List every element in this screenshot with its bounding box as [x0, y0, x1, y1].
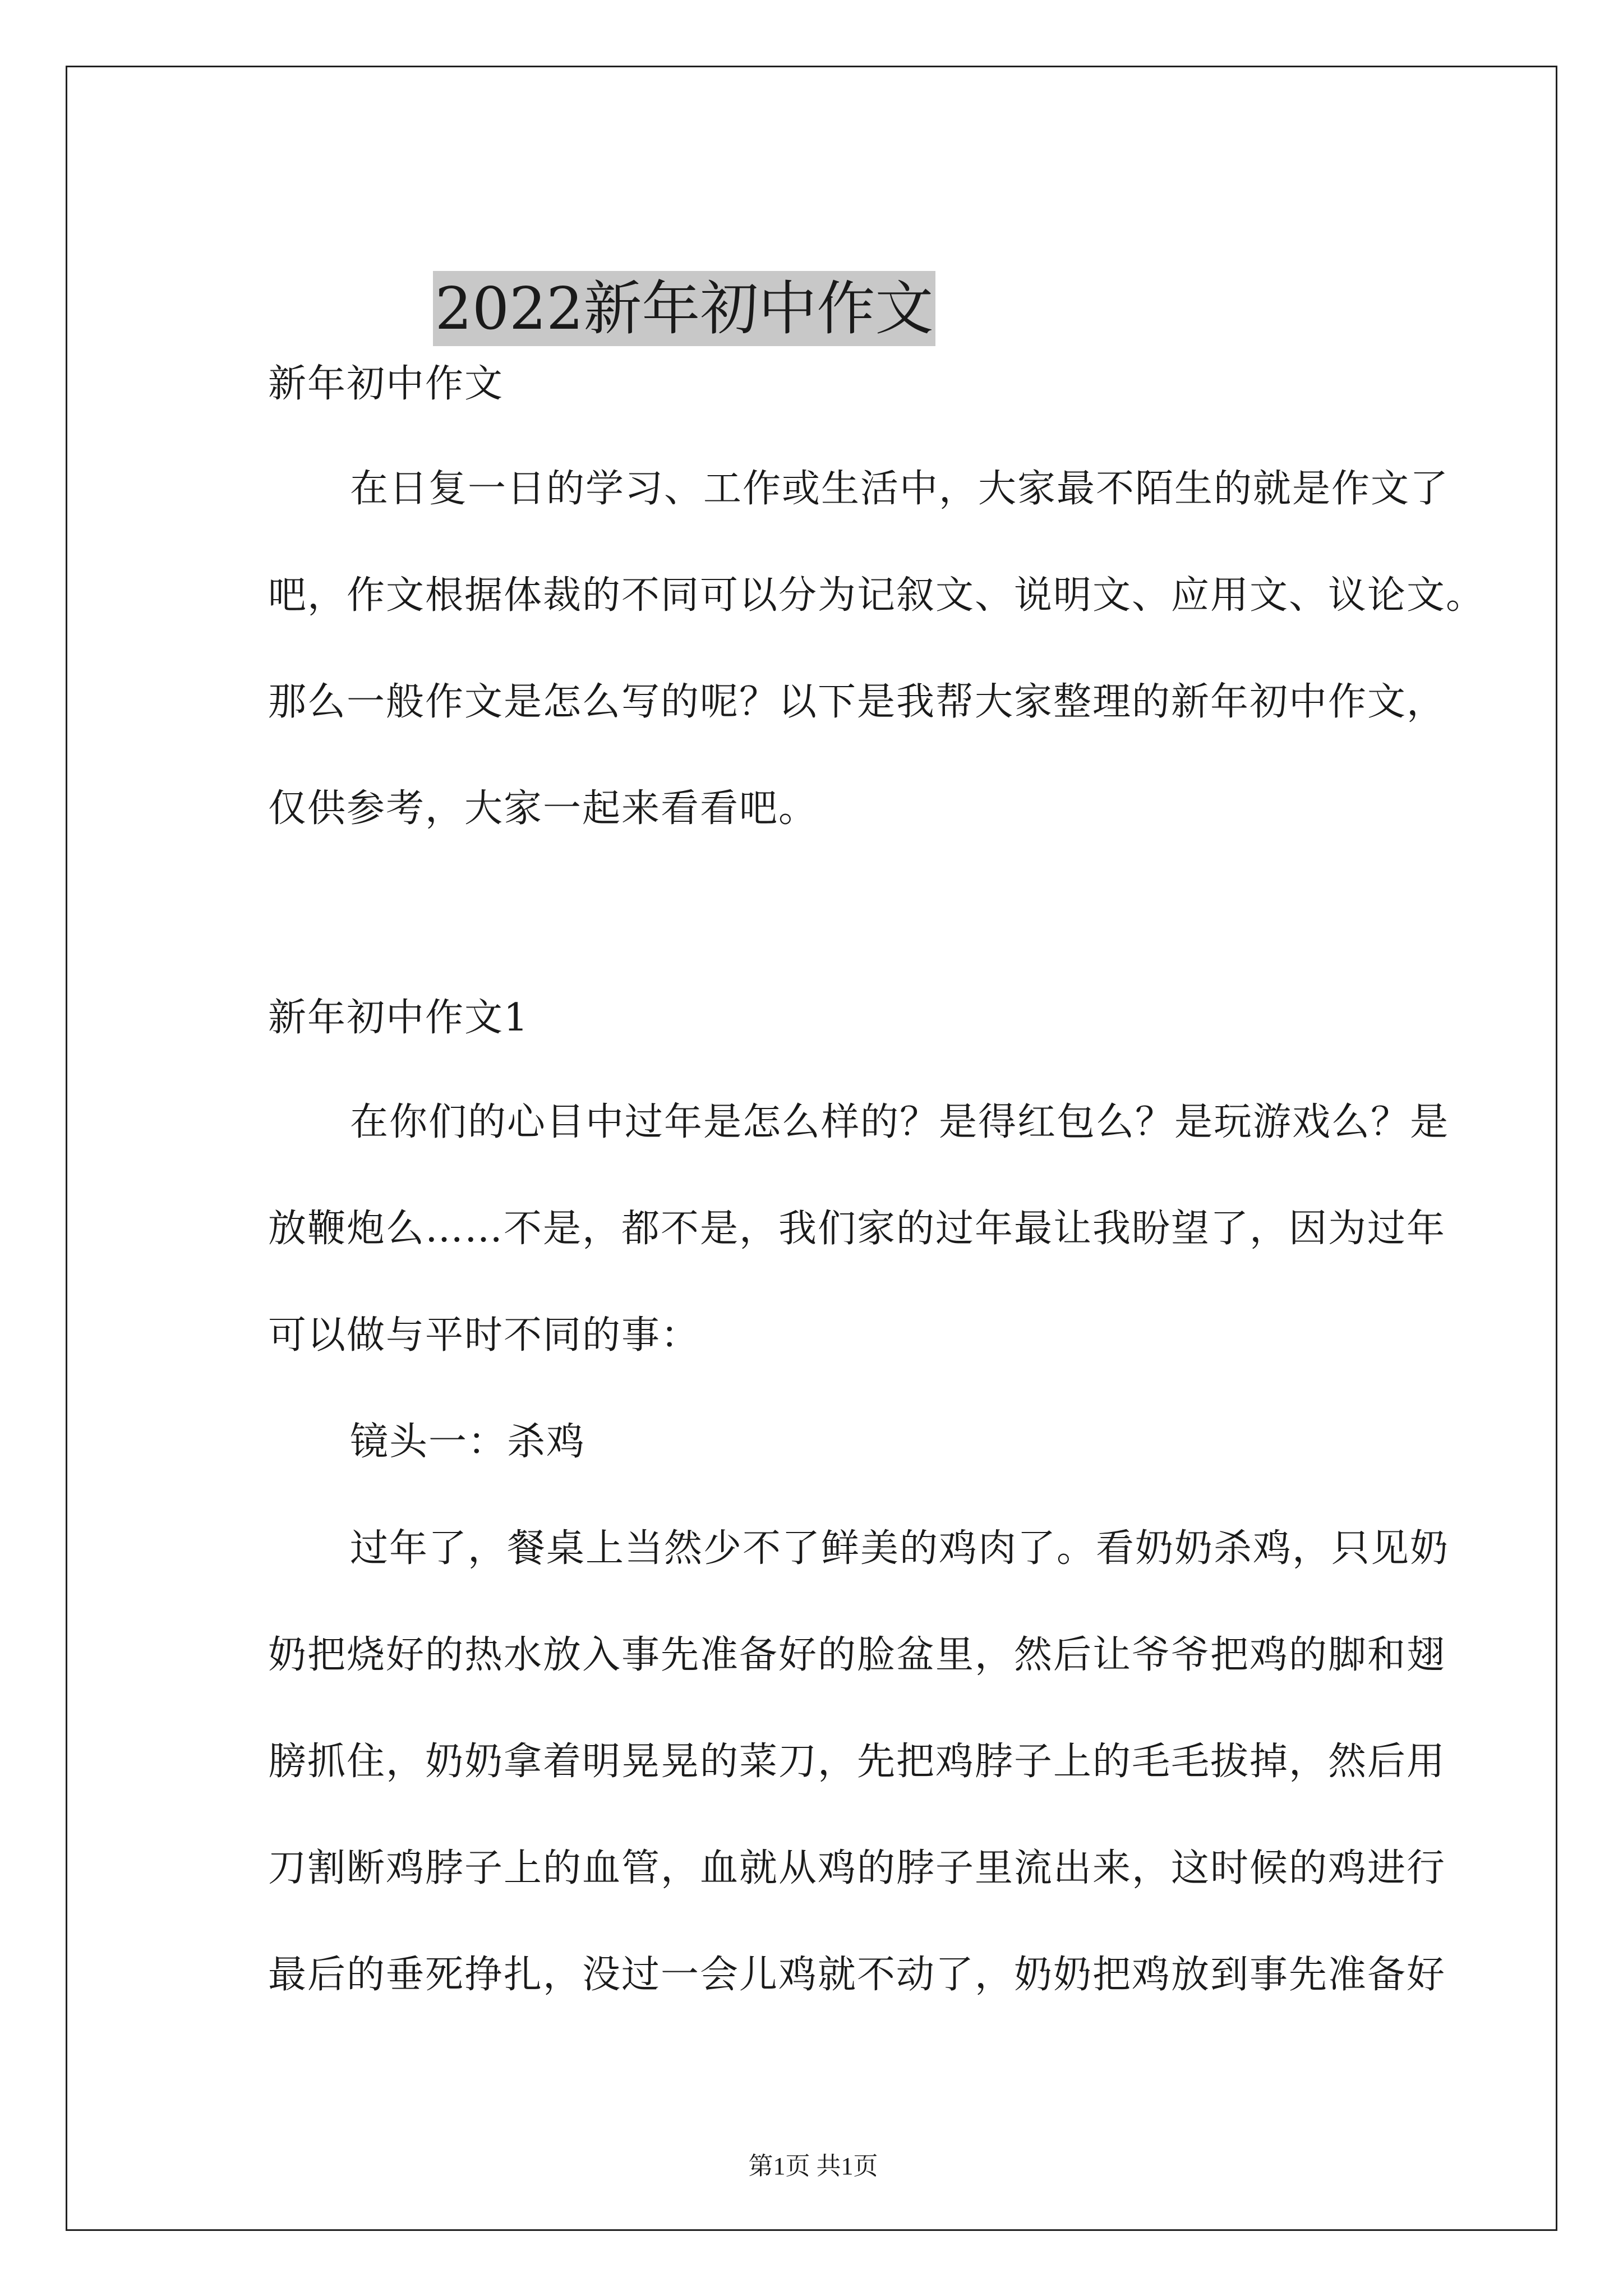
- intro-line: 吧，作文根据体裁的不同可以分为记叙文、说明文、应用文、议论文。: [268, 573, 1486, 618]
- essay1-line: 膀抓住，奶奶拿着明晃晃的菜刀，先把鸡脖子上的毛毛拔掉，然后用: [268, 1740, 1446, 1784]
- page-footer: 第1页 共1页: [748, 2152, 878, 2180]
- document-title-text: 2022新年初中作文: [433, 271, 936, 346]
- essay1-line: 最后的垂死挣扎，没过一会儿鸡就不动了，奶奶把鸡放到事先准备好: [268, 1953, 1446, 1997]
- essay1-line: 在你们的心目中过年是怎么样的？是得红包么？是玩游戏么？是: [350, 1100, 1450, 1144]
- page-frame: [66, 66, 1557, 2231]
- intro-line: 仅供参考，大家一起来看看吧。: [268, 786, 818, 831]
- essay1-line: 刀割断鸡脖子上的血管，血就从鸡的脖子里流出来，这时候的鸡进行: [268, 1846, 1446, 1890]
- intro-line: 在日复一日的学习、工作或生活中，大家最不陌生的就是作文了: [350, 467, 1450, 511]
- essay1-shot-heading: 镜头一：杀鸡: [350, 1420, 586, 1464]
- intro-line: 那么一般作文是怎么写的呢？以下是我帮大家整理的新年初中作文，: [268, 680, 1446, 724]
- essay1-line: 奶把烧好的热水放入事先准备好的脸盆里，然后让爷爷把鸡的脚和翅: [268, 1633, 1446, 1677]
- essay1-line: 过年了，餐桌上当然少不了鲜美的鸡肉了。看奶奶杀鸡，只见奶: [350, 1526, 1450, 1571]
- document-title: [67, 269, 1301, 348]
- intro-heading: 新年初中作文: [268, 362, 504, 406]
- essay1-line: 放鞭炮么……不是，都不是，我们家的过年最让我盼望了，因为过年: [268, 1207, 1446, 1251]
- essay1-heading: 新年初中作文1: [268, 996, 529, 1040]
- essay1-line: 可以做与平时不同的事：: [268, 1313, 700, 1358]
